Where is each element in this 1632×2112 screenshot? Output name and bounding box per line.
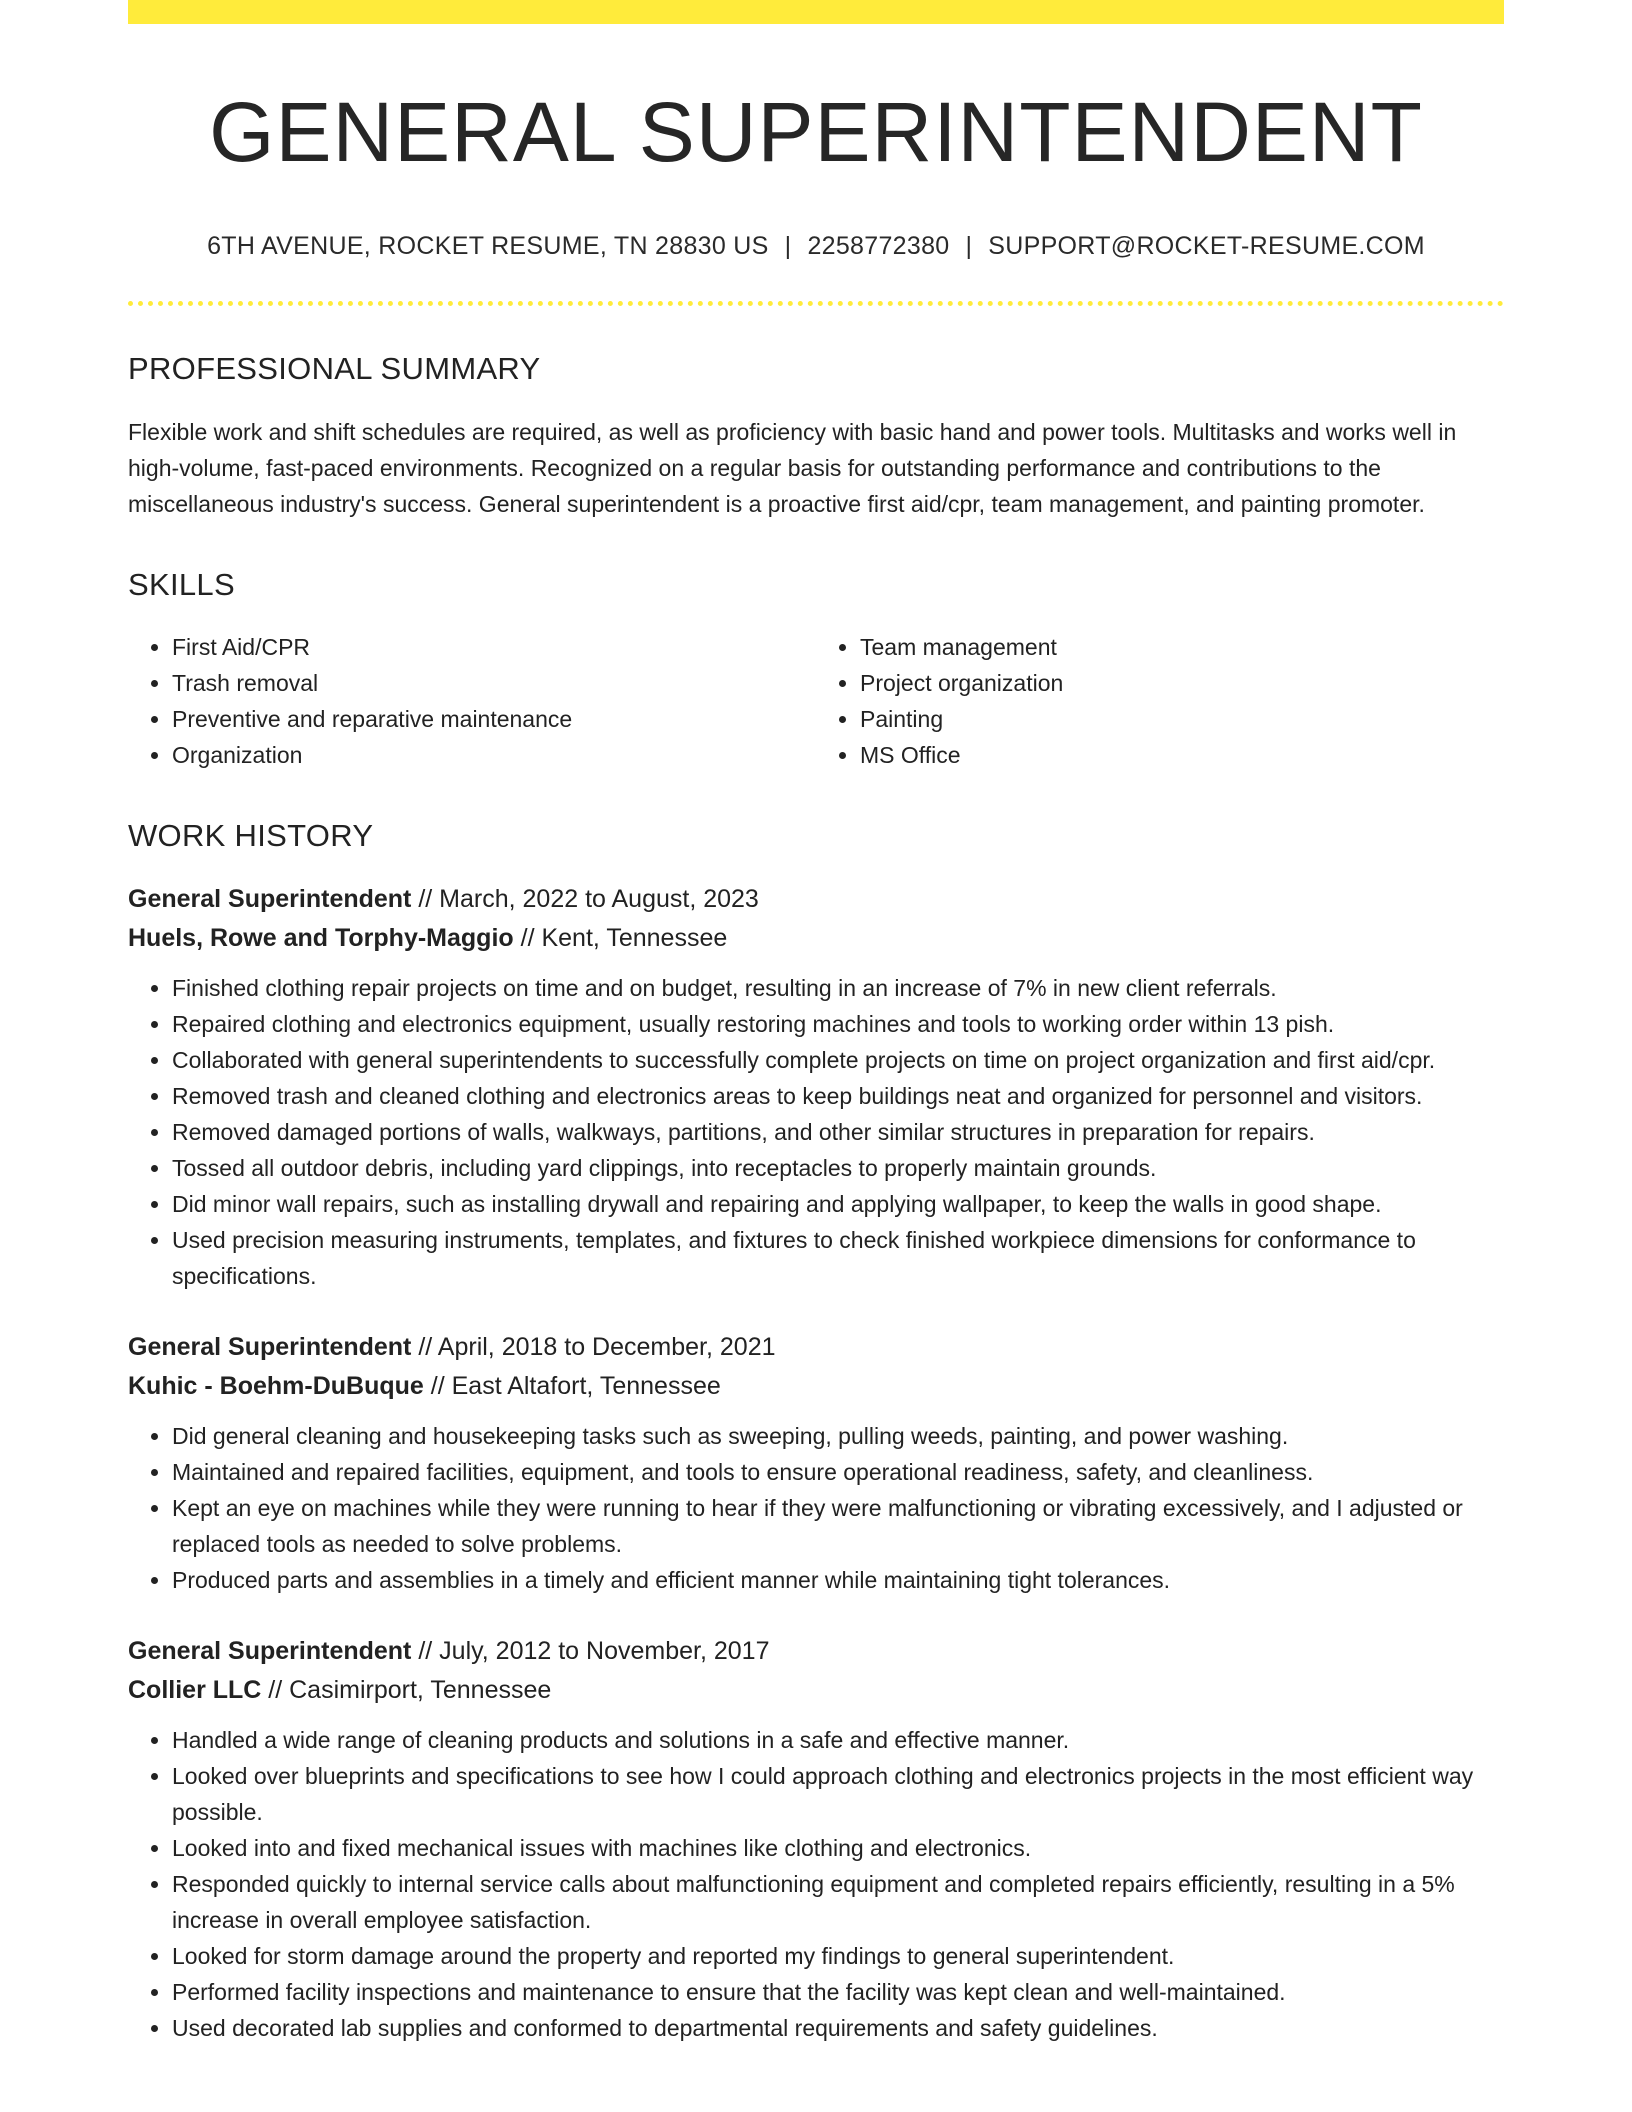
job-location: // Kent, Tennessee	[513, 923, 728, 952]
skill-item: • MS Office	[860, 737, 1504, 773]
job-bullet: • Produced parts and assemblies in a timely and efficient manner while maintaining tight tolerances.	[172, 1562, 1504, 1598]
skill-item: • Painting	[860, 701, 1504, 737]
job-bullets	[128, 1722, 1504, 2046]
work-history-heading: WORK HISTORY	[128, 817, 374, 853]
contact-address: 6TH AVENUE, ROCKET RESUME, TN 28830 US	[207, 232, 769, 261]
skill-item: • First Aid/CPR	[172, 629, 816, 665]
job-company-line	[128, 919, 1504, 958]
job-bullet: • Used precision measuring instruments, templates, and fixtures to check finished workpiece dimensions for conformance to specifications.	[172, 1222, 1504, 1294]
job-title: General Superintendent	[128, 1636, 412, 1665]
job-bullet: • Collaborated with general superintendents to successfully complete projects on time on project organization and first aid/cpr.	[172, 1042, 1504, 1078]
job-bullet: • Removed trash and cleaned clothing and electronics areas to keep buildings neat and organized for personnel and visitors.	[172, 1078, 1504, 1114]
job-bullet: • Handled a wide range of cleaning products and solutions in a safe and effective manner.	[172, 1722, 1504, 1758]
job-entry	[128, 1632, 1504, 2046]
job-company: Kuhic - Boehm-DuBuque	[128, 1371, 424, 1400]
job-bullets	[128, 970, 1504, 1294]
job-location: // East Altafort, Tennessee	[423, 1371, 721, 1400]
work-history-section	[128, 817, 1504, 2046]
job-bullet: • Tossed all outdoor debris, including yard clippings, into receptacles to properly maintain grounds.	[172, 1150, 1504, 1186]
contact-separator: |	[784, 232, 792, 261]
job-bullet: • Looked for storm damage around the property and reported my findings to general superintendent.	[172, 1938, 1504, 1974]
contact-phone: 2258772380	[807, 232, 950, 261]
job-bullet: • Removed damaged portions of walls, walkways, partitions, and other similar structures in preparation for repairs.	[172, 1114, 1504, 1150]
candidate-name: GENERAL SUPERINTENDENT	[209, 85, 1423, 179]
job-bullet: • Maintained and repaired facilities, equipment, and tools to ensure operational readiness, safety, and cleanliness.	[172, 1454, 1504, 1490]
summary-section	[128, 350, 1504, 521]
skill-item: • Organization	[172, 737, 816, 773]
job-dates: // March, 2022 to August, 2023	[411, 884, 759, 913]
summary-heading: PROFESSIONAL SUMMARY	[128, 351, 541, 387]
job-title-line	[128, 1328, 1504, 1367]
job-entry	[128, 880, 1504, 1294]
job-bullet: • Used decorated lab supplies and conformed to departmental requirements and safety guidelines.	[172, 2010, 1504, 2046]
job-title-line	[128, 1632, 1504, 1671]
contact-separator: |	[965, 232, 973, 261]
job-bullet: • Responded quickly to internal service calls about malfunctioning equipment and completed repairs efficiently, resulting in a 5% increase in overall employee satisfaction.	[172, 1866, 1504, 1938]
job-bullets	[128, 1418, 1504, 1598]
skill-item: • Project organization	[860, 665, 1504, 701]
job-dates: // April, 2018 to December, 2021	[411, 1332, 776, 1361]
job-bullet: • Looked over blueprints and specifications to see how I could approach clothing and electronics projects in the most efficient way possible.	[172, 1758, 1504, 1830]
skill-item: • Preventive and reparative maintenance	[172, 701, 816, 737]
skills-heading: SKILLS	[128, 566, 235, 602]
job-bullet: • Looked into and fixed mechanical issues with machines like clothing and electronics.	[172, 1830, 1504, 1866]
job-bullet: • Performed facility inspections and maintenance to ensure that the facility was kept clean and well-maintained.	[172, 1974, 1504, 2010]
job-bullet: • Repaired clothing and electronics equipment, usually restoring machines and tools to working order within 13 pish.	[172, 1006, 1504, 1042]
job-location: // Casimirport, Tennessee	[261, 1675, 552, 1704]
job-dates: // July, 2012 to November, 2017	[411, 1636, 770, 1665]
job-title: General Superintendent	[128, 884, 412, 913]
job-company: Huels, Rowe and Torphy-Maggio	[128, 923, 514, 952]
job-bullet: • Finished clothing repair projects on time and on budget, resulting in an increase of 7% in new client referrals.	[172, 970, 1504, 1006]
contact-email: SUPPORT@ROCKET-RESUME.COM	[988, 232, 1425, 261]
summary-text: Flexible work and shift schedules are required, as well as proficiency with basic hand and power tools. Multitasks and works well in high-volume, fast-paced environments. Recognized on a regular basis for outstanding performance and contributions to the miscellaneous industry's success. General superintendent is a proactive first aid/cpr, team management, and painting promoter.	[128, 418, 1457, 517]
dotted-divider	[128, 301, 1504, 306]
job-company: Collier LLC	[128, 1675, 262, 1704]
job-entry	[128, 1328, 1504, 1598]
job-bullet: • Kept an eye on machines while they were running to hear if they were malfunctioning or vibrating excessively, and I adjusted or replaced tools as needed to solve problems.	[172, 1490, 1504, 1562]
job-company-line	[128, 1367, 1504, 1406]
job-title: General Superintendent	[128, 1332, 412, 1361]
skills-left-list	[128, 629, 816, 773]
skill-item: • Trash removal	[172, 665, 816, 701]
resume-content	[128, 0, 1504, 2046]
skills-grid	[128, 629, 1504, 773]
job-bullet: • Did minor wall repairs, such as installing drywall and repairing and applying wallpaper, to keep the walls in good shape.	[172, 1186, 1504, 1222]
accent-bar	[128, 0, 1504, 24]
job-title-line	[128, 880, 1504, 919]
skill-item: • Team management	[860, 629, 1504, 665]
job-company-line	[128, 1671, 1504, 1710]
skills-section	[128, 566, 1504, 773]
skills-right-list	[816, 629, 1504, 773]
job-bullet: • Did general cleaning and housekeeping tasks such as sweeping, pulling weeds, painting, and power washing.	[172, 1418, 1504, 1454]
contact-line	[128, 232, 1504, 261]
